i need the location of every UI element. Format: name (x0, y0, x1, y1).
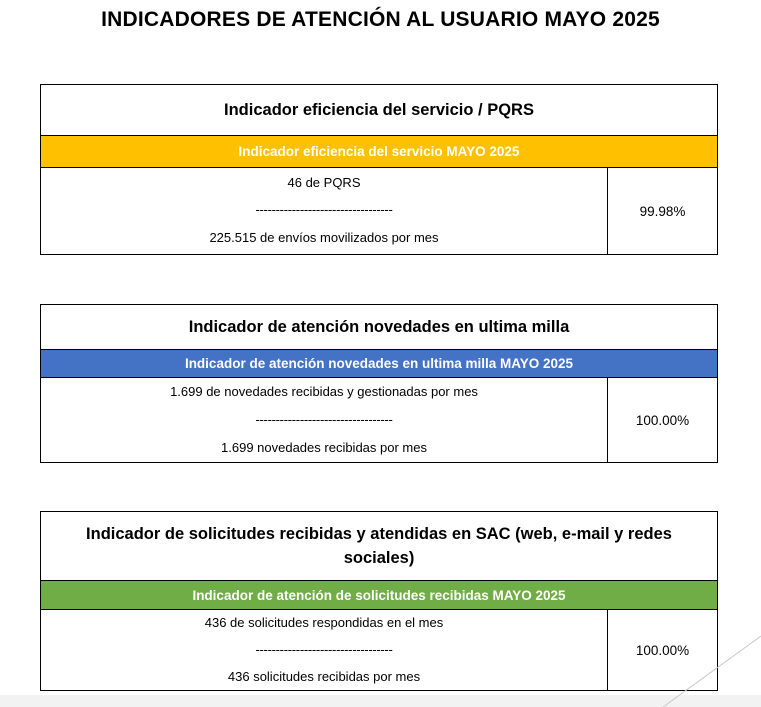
formula-divider: ---------------------------------- (255, 202, 393, 217)
formula-divider: ---------------------------------- (255, 412, 393, 427)
indicator-header: Indicador de solicitudes recibidas y atendidas en SAC (web, e-mail y redes sociales) (41, 512, 717, 581)
indicator-period-band: Indicador de atención de solicitudes recibidas MAYO 2025 (41, 581, 717, 610)
indicator-header: Indicador de atención novedades en ultima milla (41, 305, 717, 350)
formula-denominator: 1.699 novedades recibidas por mes (221, 440, 427, 455)
indicator-period-band: Indicador de atención novedades en ultima milla MAYO 2025 (41, 350, 717, 378)
formula-denominator: 225.515 de envíos movilizados por mes (209, 230, 439, 245)
indicator-period-band: Indicador eficiencia del servicio MAYO 2025 (41, 136, 717, 168)
indicator-result: 100.00% (635, 642, 690, 658)
page-title: INDICADORES DE ATENCIÓN AL USUARIO MAYO 2025 (101, 8, 660, 31)
indicator-header: Indicador eficiencia del servicio / PQRS (41, 85, 717, 136)
indicator-result: 100.00% (635, 412, 690, 428)
indicator-result: 99.98% (639, 203, 686, 219)
formula-numerator: 46 de PQRS (287, 175, 361, 190)
formula-divider: ---------------------------------- (255, 642, 393, 657)
formula-denominator: 436 solicitudes recibidas por mes (227, 669, 421, 684)
formula-numerator: 436 de solicitudes respondidas en el mes (204, 615, 444, 630)
formula-numerator: 1.699 de novedades recibidas y gestionadas por mes (170, 384, 478, 399)
